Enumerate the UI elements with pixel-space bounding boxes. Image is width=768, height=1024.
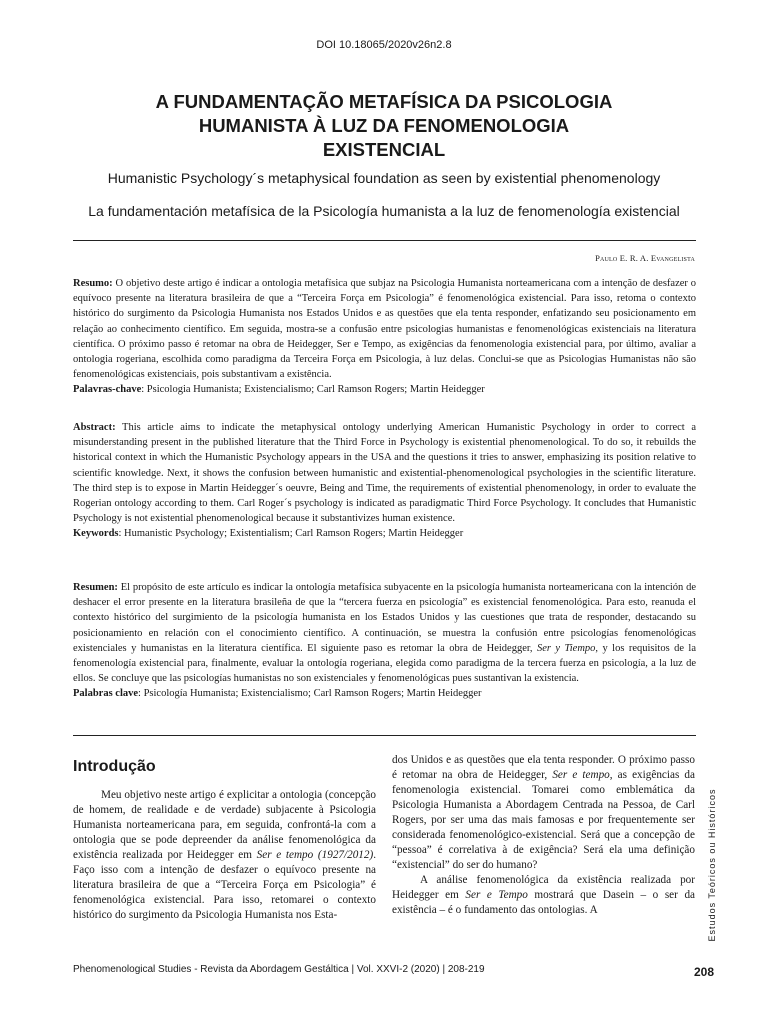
subtitle-english: Humanistic Psychology´s metaphysical foundation as seen by existential phenomenology [107, 170, 661, 186]
abstract-es-italic: Ser y Tiempo [536, 642, 596, 654]
keywords-es-label: Palabras clave [73, 688, 139, 700]
section-heading: Introdução [73, 758, 156, 775]
abstract-es-text-1: El propósito de este artículo es indicar la ontología metafísica subyacente en la psicología humanista norteamericana con la intención de deshacer el error presente en la literatura brasileña de que la “tercera fuerza en psicología” es existencial fenomenológica. Para esto, reanuda el contexto histórico del surgimiento de la psicología humanista en los Estados Unidos y las cuestiones que trata de responder, destacando su posicionamiento en relación con el conocimiento científico. A continuación, se muestra la confusión entre psicologías fenomenológicas existenciales y humanistas en la literatura científica. El siguiente paso es retomar la obra de Heidegger, [73, 582, 696, 654]
page-number: 208 [694, 965, 715, 979]
article-title [70, 90, 698, 162]
keywords-en-text: : Humanistic Psychology; Existentialism; Carl Ramson Rogers; Martin Heidegger [118, 528, 464, 540]
title-line-3: EXISTENCIAL [322, 139, 446, 160]
abstract-es-text-2: , y los requisitos de la fenomenología existencial para, finalmente, evaluar la ontología rogeriana, elegida como paradigma de la tercera fuerza en psicología, a la luz de ellos. Se concluye que las psicologías humanistas no son existenciales y fenomenológicas pues sustantivan la existencia. [73, 642, 696, 685]
left-text-1: Meu objetivo neste artigo é explicitar a ontologia (concepção de homem, de realidade e de verdade) subjacente à Psicologia Humanista norteamericana para, em seguida, confrontá-la com a ontologia que se pode depreender da análise fenomenológica da existência realizada por Heidegger em [73, 789, 376, 861]
keywords-es-text: : Psicología Humanista; Existencialismo; Carl Ramson Rogers; Martin Heidegger [138, 688, 482, 700]
right-text-1: dos Unidos e as questões que ela tenta responder. O próximo passo é retomar na obra de Heidegger, [392, 754, 695, 781]
title-line-1: A FUNDAMENTAÇÃO METAFÍSICA DA PSICOLOGIA [155, 91, 613, 112]
right-text-2: , as exigências da fenomenologia existencial. Tomarei como emblemática da Psicologia Humanista a Abordagem Centrada na Pessoa, de Carl Rogers, por ser uma das mais famosas e por frequentemente ser considerada fenomenológico-existencial. Será que a concepção de “pessoa” é correlativa à de exigência? Será ela uma definição “existencial” do ser do humano? [392, 769, 695, 871]
abstract-en-text: This article aims to indicate the metaphysical ontology underlying American Humanistic Psychology in order to correct a misunderstanding present in the published literature that the Third Force in Psychology is existential phenomenological. To do so, it rebuilds the historical context in which the Humanistic Psychology appears in the USA and the questions it tries to answer, emphasizing its position relative to scientific knowledge. Next, it shows the confusion between humanistic and existential-phenomenological psychologies in the scientific literature. The third step is to expose in Martin Heidegger´s oeuvre, Being and Time, the requirements of existential phenomenology, in order to evaluate the Rogerian ontology according to them. Carl Roger´s psychology is indicated as paradigmatic Third Force Psychology. It concludes that Humanistic Psychology is not existential phenomenological because it substantivizes human existence. [73, 422, 696, 525]
abstract-pt-text: O objetivo deste artigo é indicar a ontologia metafísica que subjaz na Psicologia Humanista norteamericana com a intenção de desfazer o equívoco presente na literatura brasileira de que a “Terceira Força em Psicologia” é fenomenológica existencial. Para isso, retoma o contexto histórico do surgimento da Psicologia Humanista nos Estados Unidos e as questões que ela tenta responder, enfatizando seu posicionamento em relação ao conhecimento científico. Em seguida, mostra-se a confusão entre psicologias humanistas e fenomenológicas existenciais na literatura científica. O próximo passo é retomar na obra de Heidegger, Ser e Tempo, as exigências da fenomenologia existencial para, por último, avaliar a ontologia rogeriana, escolhida como paradigma da Terceira Força em Psicologia, à luz delas. Conclui-se que as Psicologias Humanistas não são fenomenológicas existenciais, pois substantivam a existência. [73, 278, 696, 381]
body-column-left [73, 788, 376, 923]
abstract-spanish [73, 580, 696, 702]
abstract-es-label: Resumen: [73, 582, 118, 593]
title-line-2: HUMANISTA À LUZ DA FENOMENOLOGIA [198, 115, 570, 136]
body-column-right [392, 753, 695, 918]
keywords-pt-label: Palavras-chave [73, 384, 142, 396]
left-text-2: . Faço isso com a intenção de desfazer o equívoco presente na literatura brasileira de que a “Terceira Força em Psicologia” é fenomenológica existencial. Para isso, retomarei o contexto histórico do surgimento da Psicologia Humanista nos Esta- [73, 849, 377, 921]
right-text-3: A análise fenomenológica da existência realizada por Heidegger em [392, 874, 695, 901]
abstract-pt-label: Resumo: [73, 278, 113, 289]
subtitle-spanish: La fundamentación metafísica de la Psicología humanista a la luz de fenomenología existencial [88, 203, 680, 219]
journal-footer: Phenomenological Studies - Revista da Abordagem Gestáltica | Vol. XXVI-2 (2020) | 208-219 [73, 964, 485, 975]
section-side-label [706, 780, 718, 950]
left-italic-1: Ser e tempo (1927/2012) [256, 849, 374, 861]
abstract-en-label: Abstract: [73, 422, 116, 433]
section-divider [73, 735, 696, 736]
side-label-text: Estudos Teóricos ou Históricos [707, 788, 717, 942]
author-name: Paulo E. R. A. Evangelista [595, 253, 695, 263]
doi: DOI 10.18065/2020v26n2.8 [316, 39, 452, 51]
right-italic-2: Ser e Tempo [465, 889, 528, 901]
top-divider [73, 240, 696, 241]
right-text-4: mostrará que Dasein – o ser da existência – é o fundamento das ontologias. A [392, 889, 695, 916]
keywords-pt-text: : Psicologia Humanista; Existencialismo; Carl Ramson Rogers; Martin Heidegger [141, 384, 485, 396]
abstract-english [73, 420, 696, 542]
abstract-portuguese [73, 276, 696, 398]
keywords-en-label: Keywords [73, 528, 119, 540]
right-italic-1: Ser e tempo [552, 769, 610, 781]
